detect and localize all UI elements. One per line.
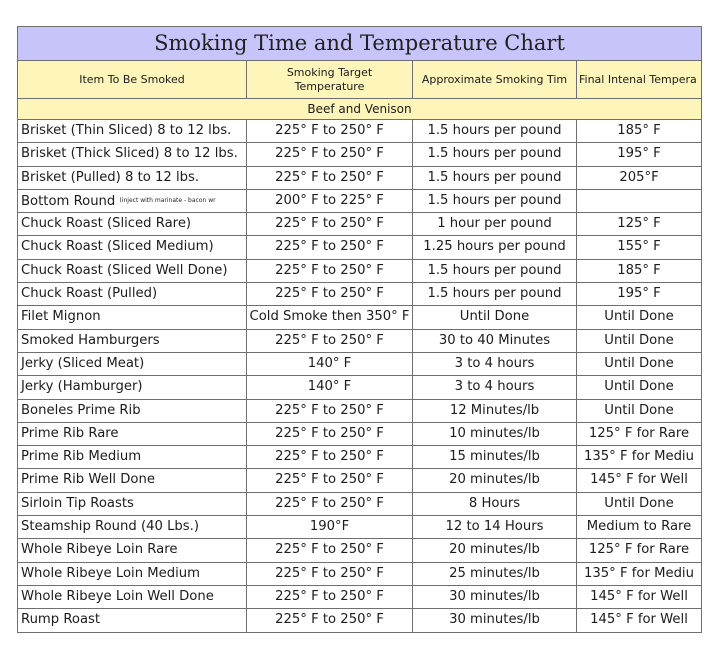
table-row [18,469,701,492]
smoking-time-cell: 8 Hours [413,493,577,515]
table-row [18,260,701,283]
smoking-time-cell: 12 Minutes/lb [413,400,577,422]
item-name: Smoked Hamburgers [21,332,160,348]
table-row [18,376,701,399]
smoking-time-cell: 1.5 hours per pound [413,260,577,282]
target-temperature-cell: 225° F to 250° F [247,143,413,165]
table-row [18,143,701,166]
column-header-smoking-time: Approximate Smoking Tim [413,61,577,98]
target-temperature-cell: 225° F to 250° F [247,493,413,515]
table-row [18,353,701,376]
target-temperature-cell: 225° F to 250° F [247,213,413,235]
final-temperature-cell: 185° F [617,262,661,278]
target-temperature-cell: 225° F to 250° F [247,167,413,189]
smoking-time-cell: 10 minutes/lb [413,423,577,445]
final-temperature-cell: Until Done [604,379,674,395]
table-row [18,306,701,329]
item-name: Brisket (Thin Sliced) 8 to 12 lbs. [21,123,232,138]
item-name: Chuck Roast (Sliced Medium) [21,239,214,255]
smoking-time-cell: Until Done [413,306,577,328]
final-temperature-cell: 135° F for Mediu [584,565,694,581]
item-cell [18,400,247,422]
item-cell [18,353,247,375]
target-temperature-cell: 140° F [247,376,413,398]
item-cell [18,120,247,142]
table-row [18,493,701,516]
item-name: Prime Rib Rare [21,425,119,441]
item-note: (inject with marinate - bacon wr [119,196,216,204]
section-header-beef-venison: Beef and Venison [18,99,701,120]
final-temperature-cell: 125° F for Rare [588,425,690,441]
final-temperature-cell: 135° F for Mediu [584,449,694,465]
target-temperature-cell: 225° F to 250° F [247,586,413,608]
table-row [18,563,701,586]
table-row [18,446,701,469]
table-row [18,213,701,236]
smoking-time-cell: 30 minutes/lb [413,586,577,608]
target-temperature-cell: 225° F to 250° F [247,539,413,561]
target-temperature-cell: 190°F [247,516,413,538]
table-row [18,236,701,259]
column-header-item: Item To Be Smoked [18,61,247,98]
target-temperature-cell: 225° F to 250° F [247,330,413,352]
item-name: Brisket (Thick Sliced) 8 to 12 lbs. [21,146,238,162]
smoking-time-cell: 1.25 hours per pound [413,236,577,258]
smoking-time-cell: 15 minutes/lb [413,446,577,468]
table-row [18,516,701,539]
table-row [18,609,701,631]
smoking-time-cell: 3 to 4 hours [413,353,577,375]
final-temperature-cell: 145° F for Well [590,588,688,604]
item-name: Sirloin Tip Roasts [21,495,134,511]
final-temperature-cell: Medium to Rare [586,519,692,535]
final-temperature-cell: 155° F [617,239,661,255]
chart-title: Smoking Time and Temperature Chart [18,27,701,61]
final-temperature-cell: Until Done [604,355,674,371]
item-name: Whole Ribeye Loin Medium [21,565,200,581]
final-temperature-cell: 145° F for Well [590,612,688,628]
smoking-chart-table [17,26,702,633]
smoking-time-cell: 12 to 14 Hours [413,516,577,538]
target-temperature-cell: 200° F to 225° F [247,190,413,212]
smoking-time-cell: 1.5 hours per pound [413,143,577,165]
target-temperature-cell: Cold Smoke then 350° F [247,306,413,328]
smoking-time-cell: 1.5 hours per pound [413,120,577,142]
final-temperature-cell: Until Done [604,495,674,511]
table-row [18,539,701,562]
final-temperature-cell: 125° F for Rare [588,542,690,558]
column-header-target-temperature-label: Smoking Target Temperature [286,65,373,93]
item-cell [18,469,247,491]
item-cell [18,283,247,305]
smoking-time-cell: 25 minutes/lb [413,563,577,585]
item-cell [18,167,247,189]
final-temperature-cell: Until Done [604,309,674,325]
target-temperature-cell: 140° F [247,353,413,375]
item-cell [18,330,247,352]
item-name: Steamship Round (40 Lbs.) [21,519,199,535]
item-name: Whole Ribeye Loin Rare [21,542,178,558]
item-name: Jerky (Sliced Meat) [21,355,145,371]
final-temperature-cell: 185° F [617,123,661,138]
item-name: Boneles Prime Rib [21,402,141,418]
item-name: Jerky (Hamburger) [21,379,143,395]
table-row [18,400,701,423]
final-temperature-cell: 195° F [617,146,661,162]
item-cell [18,516,247,538]
item-cell [18,539,247,561]
item-name: Prime Rib Well Done [21,472,155,488]
item-cell [18,446,247,468]
item-name: Whole Ribeye Loin Well Done [21,588,214,604]
smoking-time-cell: 1.5 hours per pound [413,283,577,305]
table-row [18,423,701,446]
final-temperature-cell: 145° F for Well [590,472,688,488]
column-header-row [18,61,701,99]
smoking-time-cell: 30 minutes/lb [413,609,577,631]
item-cell [18,376,247,398]
smoking-time-cell: 20 minutes/lb [413,469,577,491]
item-name: Filet Mignon [21,309,101,325]
item-name: Chuck Roast (Pulled) [21,286,158,302]
smoking-time-cell: 3 to 4 hours [413,376,577,398]
target-temperature-cell: 225° F to 250° F [247,423,413,445]
final-temperature-cell: Until Done [604,402,674,418]
item-name: Rump Roast [21,612,101,628]
item-name: Bottom Round [21,194,116,210]
table-body [18,120,701,632]
smoking-time-cell: 1 hour per pound [413,213,577,235]
column-header-final-temperature: Final Intenal Tempera [579,72,697,86]
item-cell [18,143,247,165]
table-row [18,120,701,143]
item-cell [18,236,247,258]
item-name: Prime Rib Medium [21,449,142,465]
final-temperature-cell: 195° F [617,286,661,302]
item-cell [18,213,247,235]
smoking-time-cell: 1.5 hours per pound [413,167,577,189]
smoking-time-cell: 1.5 hours per pound [413,190,577,212]
final-temperature-cell [577,190,701,212]
table-row [18,190,701,213]
item-name: Chuck Roast (Sliced Rare) [21,216,192,232]
item-name: Chuck Roast (Sliced Well Done) [21,262,228,278]
item-cell [18,260,247,282]
item-name: Brisket (Pulled) 8 to 12 lbs. [21,169,200,185]
table-row [18,586,701,609]
target-temperature-cell: 225° F to 250° F [247,400,413,422]
item-cell [18,609,247,631]
target-temperature-cell: 225° F to 250° F [247,236,413,258]
target-temperature-cell: 225° F to 250° F [247,446,413,468]
target-temperature-cell: 225° F to 250° F [247,283,413,305]
target-temperature-cell: 225° F to 250° F [247,469,413,491]
table-row [18,167,701,190]
final-temperature-cell: Until Done [604,332,674,348]
smoking-time-cell: 20 minutes/lb [413,539,577,561]
target-temperature-cell: 225° F to 250° F [247,609,413,631]
item-cell [18,493,247,515]
table-row [18,330,701,353]
column-header-target-temperature [247,61,413,98]
item-cell [18,423,247,445]
item-cell [18,586,247,608]
table-row [18,283,701,306]
smoking-time-cell: 30 to 40 Minutes [413,330,577,352]
item-cell [18,190,247,212]
target-temperature-cell: 225° F to 250° F [247,563,413,585]
target-temperature-cell: 225° F to 250° F [247,260,413,282]
item-cell [18,563,247,585]
final-temperature-cell: 205°F [619,169,659,185]
item-cell [18,306,247,328]
final-temperature-cell: 125° F [617,216,661,232]
target-temperature-cell: 225° F to 250° F [247,120,413,142]
